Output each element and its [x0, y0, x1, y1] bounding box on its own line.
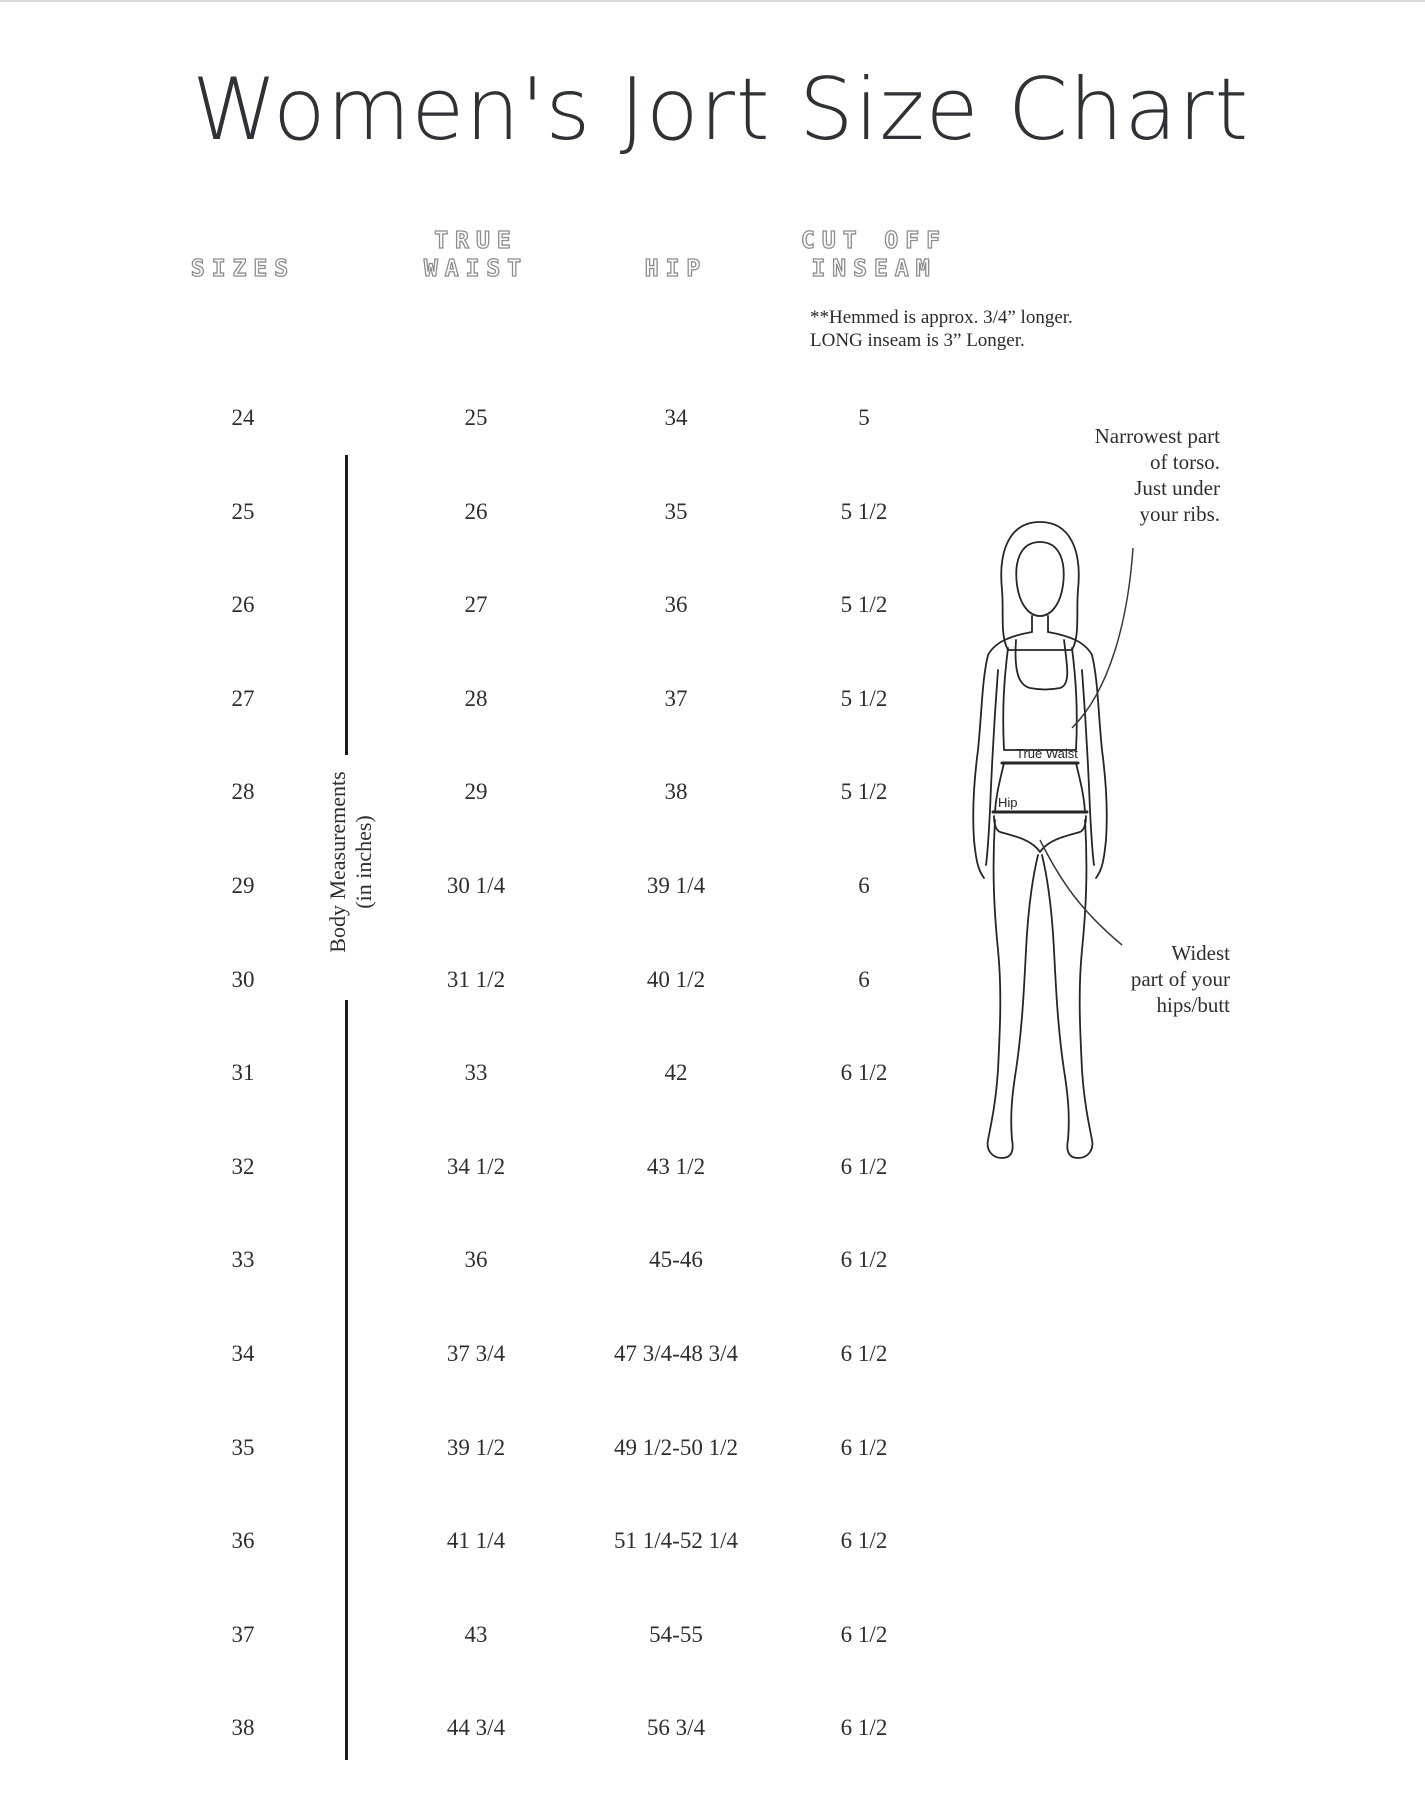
size-cell: 35: [231, 1434, 255, 1460]
size-cell: 29: [231, 873, 255, 898]
waist-annotation-line-3: Just under: [1134, 476, 1220, 500]
inseam-cell: 6 1/2: [840, 1247, 888, 1273]
inseam-cell: 6: [858, 966, 870, 992]
size-cell: 30: [231, 966, 255, 992]
hip-cell: 35: [664, 498, 688, 524]
waist-cell: 26: [464, 498, 488, 524]
waist-annotation-line-1: Narrowest part: [1094, 424, 1220, 448]
hip-annotation-line-1: Widest: [1171, 941, 1230, 965]
waist-cell: 36: [464, 1247, 488, 1273]
header-sizes-line: SIZES: [190, 256, 296, 282]
inseam-cell: 5 1/2: [840, 779, 888, 805]
inseam-note: [810, 306, 1110, 352]
hip-cell: 37: [664, 685, 688, 711]
size-cell: 32: [231, 1153, 255, 1179]
hip-cell: 42: [664, 1060, 688, 1086]
size-cell: 37: [231, 1621, 255, 1647]
body-measurements-line-1: Body Measurements: [325, 771, 350, 953]
vertical-divider-bottom: [345, 1000, 348, 1760]
waist-cell: 41 1/4: [446, 1528, 506, 1554]
page-title: Women's Jort Size Chart: [192, 60, 1250, 160]
inseam-cell: 6 1/2: [840, 1341, 888, 1366]
hip-cell: 38: [664, 779, 688, 805]
inseam-cell: 6: [858, 873, 870, 898]
hip-cell: 54-55: [649, 1621, 703, 1647]
header-inseam-line-2: INSEAM: [811, 256, 937, 282]
inseam-cell: 6 1/2: [840, 1434, 888, 1460]
inseam-cell: 5 1/2: [840, 592, 888, 618]
header-true-waist: [424, 227, 528, 283]
waist-cell: 28: [464, 685, 488, 711]
waist-cell: 27: [464, 592, 488, 618]
hip-cell: 43 1/2: [646, 1153, 706, 1179]
hip-cell: 40 1/2: [646, 966, 706, 992]
figure-waist-label: True Waist: [1016, 746, 1078, 761]
waist-cell: 43: [464, 1621, 488, 1647]
body-measurements-label: [325, 771, 377, 952]
inseam-cell: 6 1/2: [840, 1153, 888, 1179]
waist-annotation-line-2: of torso.: [1150, 450, 1220, 474]
inseam-cell: 5 1/2: [840, 685, 888, 711]
waist-cell: 31 1/2: [446, 966, 506, 992]
size-cell: 38: [231, 1715, 255, 1741]
vertical-divider-top: [345, 455, 348, 755]
header-inseam-line-1: CUT OFF: [801, 228, 947, 254]
size-cell: 24: [231, 405, 255, 430]
inseam-note-line-1: **Hemmed is approx. 3/4” longer.: [810, 307, 1073, 328]
header-hip-line: HIP: [644, 256, 708, 282]
figure-hip-label: Hip: [998, 795, 1018, 810]
size-cell: 26: [231, 592, 255, 618]
body-measurements-line-2: (in inches): [351, 815, 376, 909]
size-cell: 33: [231, 1247, 255, 1273]
header-true-waist-line-2: WAIST: [423, 256, 529, 282]
inseam-note-line-2: LONG inseam is 3” Longer.: [810, 330, 1025, 351]
waist-annotation-line-4: your ribs.: [1139, 502, 1220, 526]
body-outline-icon: [940, 510, 1140, 1180]
waist-cell: 44 3/4: [446, 1715, 506, 1741]
hip-cell: 56 3/4: [646, 1715, 706, 1741]
size-cell: 27: [231, 685, 255, 711]
header-hip: [645, 255, 708, 283]
inseam-cell: 5 1/2: [840, 498, 888, 524]
inseam-cell: 6 1/2: [840, 1715, 888, 1741]
hip-cell: 39 1/4: [646, 873, 706, 898]
hip-cell: 47 3/4-48 3/4: [614, 1341, 738, 1366]
waist-cell: 33: [464, 1060, 488, 1086]
header-sizes: [191, 255, 295, 283]
size-cell: 36: [231, 1528, 255, 1554]
size-cell: 25: [231, 498, 255, 524]
inseam-cell: 6 1/2: [840, 1528, 888, 1554]
hip-cell: 51 1/4-52 1/4: [614, 1528, 738, 1554]
hip-cell: 49 1/2-50 1/2: [614, 1434, 738, 1460]
waist-cell: 29: [464, 779, 488, 805]
hip-annotation-line-2: part of your: [1130, 967, 1230, 991]
waist-cell: 34 1/2: [446, 1153, 506, 1179]
hip-annotation-line-3: hips/butt: [1156, 993, 1230, 1017]
waist-cell: 39 1/2: [446, 1434, 506, 1460]
header-true-waist-line-1: TRUE: [434, 228, 518, 254]
hip-cell: 34: [664, 405, 688, 430]
hip-cell: 45-46: [649, 1247, 703, 1273]
size-cell: 28: [231, 779, 255, 805]
inseam-cell: 6 1/2: [840, 1060, 888, 1086]
inseam-cell: 5: [858, 405, 870, 430]
waist-cell: 25: [464, 405, 488, 430]
hip-cell: 36: [664, 592, 688, 618]
size-cell: 34: [231, 1341, 255, 1366]
waist-cell: 37 3/4: [446, 1341, 506, 1366]
waist-cell: 30 1/4: [446, 873, 506, 898]
inseam-cell: 6 1/2: [840, 1621, 888, 1647]
top-divider: [0, 0, 1425, 2]
size-cell: 31: [231, 1060, 255, 1086]
header-inseam: [801, 227, 947, 283]
